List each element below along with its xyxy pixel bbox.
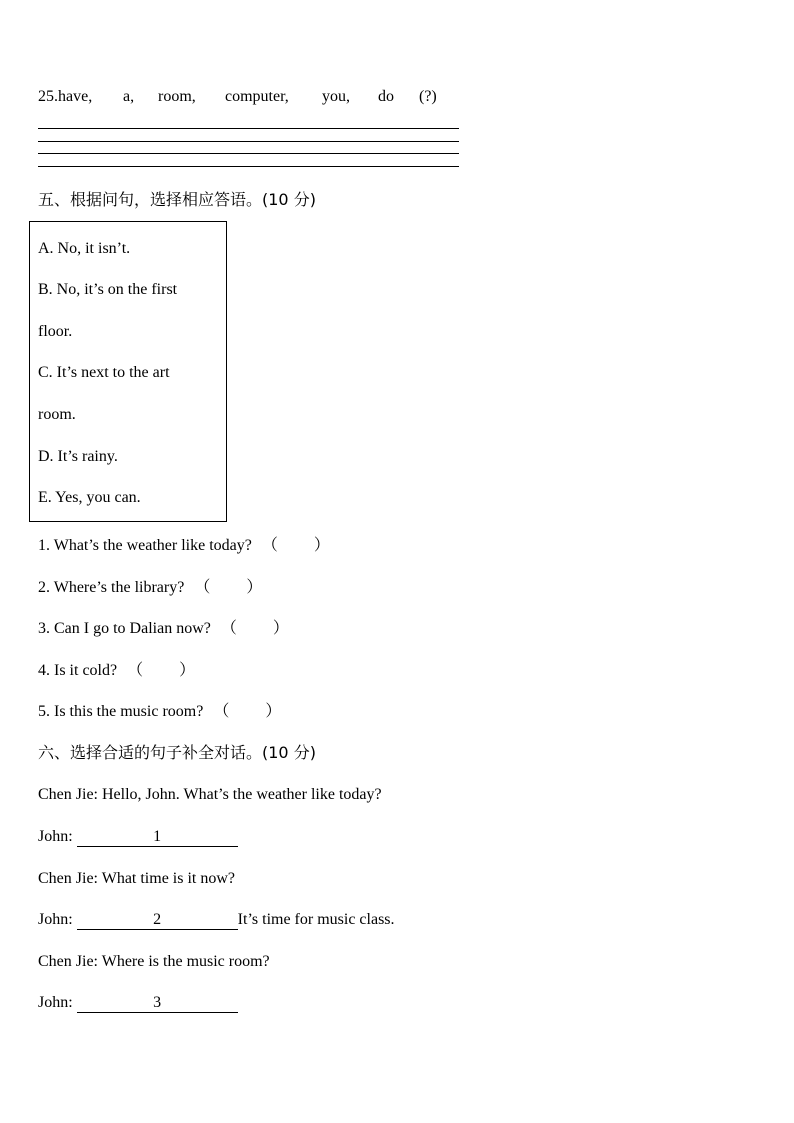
question-text: 3. Can I go to Dalian now?	[38, 620, 211, 637]
speaker: John:	[38, 994, 73, 1011]
answer-blank-2[interactable]: 2	[77, 911, 238, 930]
dialogue-line	[38, 826, 238, 848]
dialogue-line	[38, 992, 238, 1014]
answer-options-box	[29, 221, 227, 522]
dialogue-line	[38, 909, 395, 931]
section-6-heading: 六、选择合适的句子补全对话。(10 分)	[38, 743, 316, 762]
word: a,	[123, 88, 135, 105]
word: you,	[322, 88, 350, 105]
answer-paren[interactable]: （ ）	[213, 703, 282, 720]
question-3	[38, 618, 289, 640]
option-b: B. No, it’s on the first	[38, 281, 178, 298]
answer-blank-3[interactable]: 3	[77, 994, 238, 1013]
answer-paren[interactable]: （ ）	[220, 620, 289, 637]
question-text: 4. Is it cold?	[38, 662, 118, 679]
word: computer,	[225, 88, 289, 105]
speaker: John:	[38, 828, 73, 845]
word: do	[378, 88, 394, 105]
question-text: 5. Is this the music room?	[38, 703, 204, 720]
word: room,	[158, 88, 196, 105]
answer-line[interactable]	[38, 128, 459, 129]
option-c: C. It’s next to the art	[38, 364, 170, 381]
word: (?)	[419, 88, 437, 105]
answer-line[interactable]	[38, 141, 459, 142]
answer-paren[interactable]: （ ）	[127, 662, 196, 679]
speaker: Chen Jie:	[38, 786, 98, 803]
option-e: E. Yes, you can.	[38, 489, 141, 506]
question-text: 2. Where’s the library?	[38, 579, 185, 596]
dialogue-line	[38, 868, 235, 890]
speaker: John:	[38, 911, 73, 928]
speaker: Chen Jie:	[38, 953, 98, 970]
word: 25.have,	[38, 88, 93, 105]
question-1	[38, 535, 330, 557]
answer-blank-1[interactable]: 1	[77, 828, 238, 847]
option-c-cont: room.	[38, 406, 76, 423]
question-2	[38, 577, 262, 599]
question-5	[38, 701, 281, 723]
dialogue-text: What time is it now?	[98, 870, 236, 887]
answer-paren[interactable]: （ ）	[194, 579, 263, 596]
dialogue-text: It’s time for music class.	[237, 911, 395, 928]
answer-line[interactable]	[38, 166, 459, 167]
speaker: Chen Jie:	[38, 870, 98, 887]
section-5-heading: 五、根据问句，选择相应答语。(10 分)	[38, 190, 316, 209]
option-a: A. No, it isn’t.	[38, 240, 131, 257]
option-b-cont: floor.	[38, 323, 73, 340]
dialogue-line	[38, 951, 270, 973]
question-4	[38, 660, 195, 682]
question-text: 1. What’s the weather like today?	[38, 537, 252, 554]
option-d: D. It’s rainy.	[38, 448, 118, 465]
dialogue-text: Where is the music room?	[98, 953, 270, 970]
dialogue-text: Hello, John. What’s the weather like today?	[98, 786, 382, 803]
answer-line[interactable]	[38, 153, 459, 154]
dialogue-line	[38, 784, 382, 806]
answer-paren[interactable]: （ ）	[261, 537, 330, 554]
